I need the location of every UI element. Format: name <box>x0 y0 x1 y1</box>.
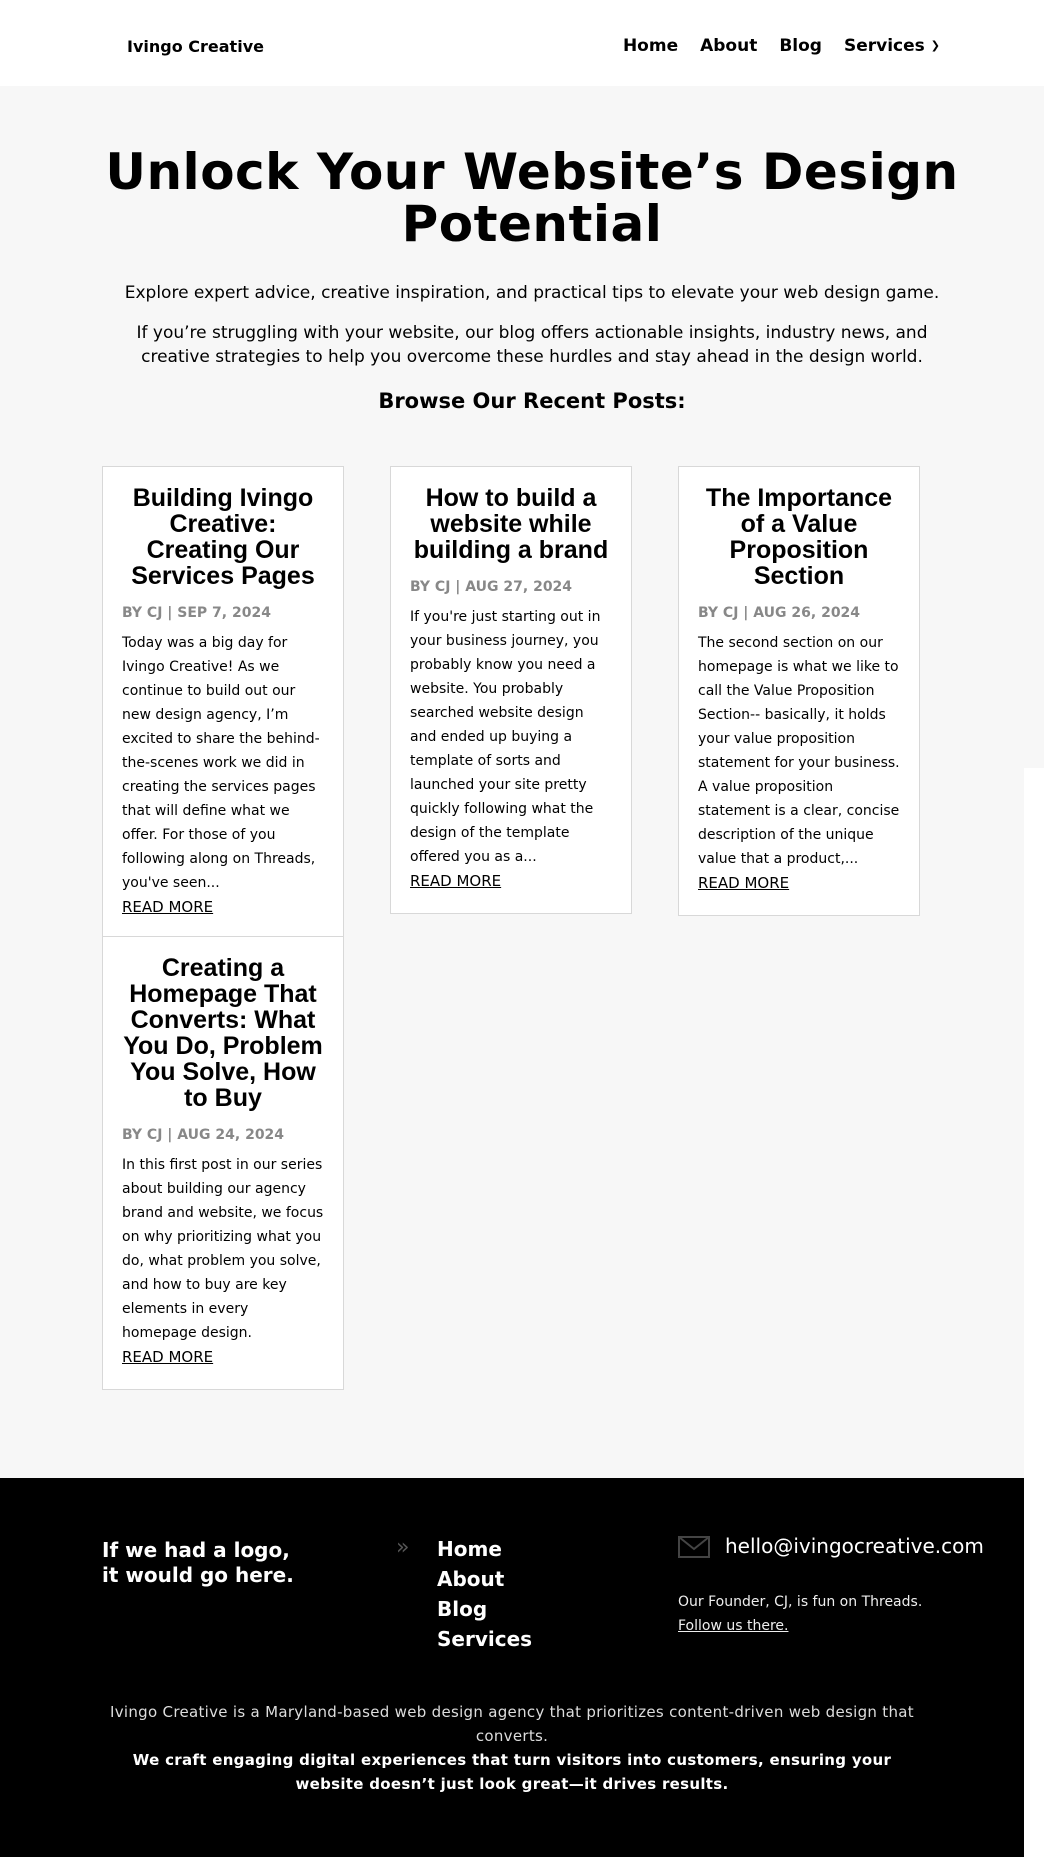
read-more-link[interactable]: READ MORE <box>698 874 790 892</box>
footer-nav-blog[interactable]: Blog <box>437 1597 488 1621</box>
chevron-down-icon: ❯ <box>930 39 940 52</box>
site-footer <box>0 1478 1024 1857</box>
hero-description: If you’re struggling with your website, our blog offers actionable insights, industry news, and creative strategies to help you overcome these hurdles and stay ahead in the design world. <box>136 323 928 367</box>
post-title[interactable]: How to build a website while building a brand <box>413 484 609 564</box>
footer-nav <box>437 1534 532 1654</box>
threads-info <box>678 1590 922 1638</box>
threads-text: Our Founder, CJ, is fun on Threads. <box>678 1594 923 1610</box>
envelope-icon <box>678 1536 710 1558</box>
agency-description: Ivingo Creative is a Maryland-based web design agency that prioritizes content-driven web design that converts. <box>110 1703 914 1745</box>
nav-blog[interactable]: Blog <box>779 36 822 56</box>
post-meta: BY CJ | AUG 27, 2024 <box>410 579 573 595</box>
post-card <box>678 466 920 916</box>
read-more-link[interactable]: READ MORE <box>122 898 214 916</box>
recent-posts-heading: Browse Our Recent Posts: <box>378 389 686 413</box>
page-title: Unlock Your Website’s Design Potential <box>105 143 959 253</box>
contact-email[interactable]: hello@ivingocreative.com <box>725 1534 984 1558</box>
post-excerpt: If you're just starting out in your business journey, you probably know you need a website. You probably searched website design and ended up buying a template of sorts and launched your site pretty quickly following what the design of the template offered you as a... <box>410 609 601 865</box>
agency-tagline: We craft engaging digital experiences that turn visitors into customers, ensuring your website doesn’t just look great—it drives results. <box>132 1751 892 1793</box>
brand-name[interactable]: Ivingo Creative <box>127 37 264 56</box>
post-title[interactable]: Creating a Homepage That Converts: What You Do, Problem You Solve, How to Buy <box>123 954 323 1112</box>
logo-line-1: If we had a logo, <box>102 1538 290 1562</box>
nav-services[interactable] <box>844 36 940 56</box>
post-meta: BY CJ | AUG 26, 2024 <box>698 605 861 621</box>
threads-link[interactable]: Follow us there. <box>678 1618 789 1634</box>
post-title[interactable]: Building Ivingo Creative: Creating Our Services Pages <box>131 484 315 590</box>
post-card <box>102 466 344 940</box>
post-meta: BY CJ | SEP 7, 2024 <box>122 605 271 621</box>
logo-line-2: it would go here. <box>102 1563 294 1587</box>
post-title[interactable]: The Importance of a Value Proposition Section <box>705 484 893 590</box>
nav-about[interactable]: About <box>700 36 758 56</box>
post-card <box>390 466 632 914</box>
post-excerpt: Today was a big day for Ivingo Creative! As we continue to build out our new design agency, I’m excited to share the behind-the-scenes work we did in creating the services pages that will define what we offer. For those of you following along on Threads, you've seen... <box>122 635 320 891</box>
footer-nav-services[interactable]: Services <box>437 1627 533 1651</box>
nav-services-label: Services <box>843 36 925 56</box>
post-card <box>102 936 344 1390</box>
post-excerpt: The second section on our homepage is what we like to call the Value Proposition Section-- basically, it holds your value proposition statement for your business. A value proposition statement is a clear, concise description of the unique value that a product,... <box>698 635 900 867</box>
footer-nav-home[interactable]: Home <box>437 1537 502 1561</box>
double-chevron-right-icon: » <box>396 1535 410 1560</box>
footer-nav-about[interactable]: About <box>437 1567 505 1591</box>
footer-logo-placeholder <box>102 1538 294 1588</box>
site-header <box>0 0 1044 86</box>
post-excerpt: In this first post in our series about building our agency brand and website, we focus on why prioritizing what you do, what problem you solve, and how to buy are key elements in every homepage design. <box>122 1157 324 1341</box>
main-nav <box>623 36 940 56</box>
hero-lead: Explore expert advice, creative inspiration, and practical tips to elevate your web design game. <box>124 283 940 303</box>
read-more-link[interactable]: READ MORE <box>122 1348 214 1366</box>
post-meta: BY CJ | AUG 24, 2024 <box>122 1127 285 1143</box>
nav-home[interactable]: Home <box>622 36 679 56</box>
read-more-link[interactable]: READ MORE <box>410 872 502 890</box>
